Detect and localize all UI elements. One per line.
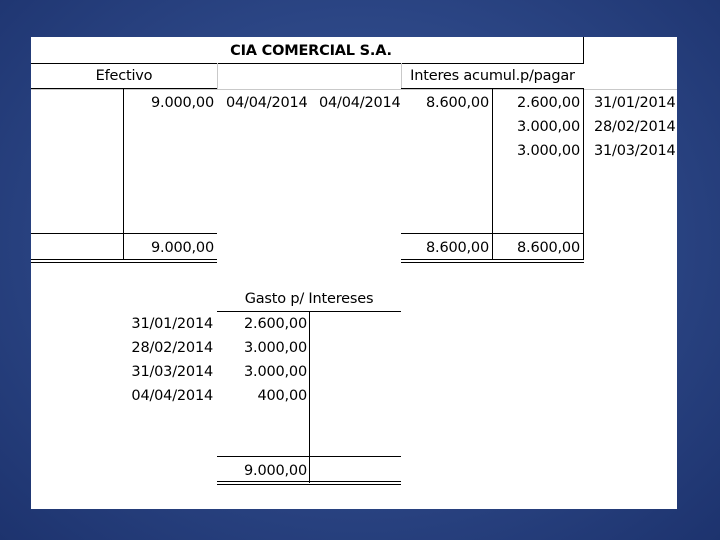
efectivo-header: Efectivo — [95, 68, 153, 84]
gasto-entry-date: 31/03/2014 — [131, 364, 213, 380]
efectivo-double-line-2 — [31, 262, 217, 263]
interes-header: Interes acumul.p/pagar — [410, 68, 575, 84]
gasto-entry-amount: 400,00 — [257, 388, 307, 404]
title-right-border — [583, 37, 584, 63]
interes-credit-date: 31/03/2014 — [594, 143, 676, 159]
gasto-total-line — [217, 456, 401, 457]
gasto-entry-amount: 2.600,00 — [244, 316, 307, 332]
interes-credit-amount: 3.000,00 — [517, 143, 580, 159]
efectivo-header-line — [31, 88, 217, 89]
efectivo-total: 9.000,00 — [151, 240, 214, 256]
gasto-entry-date: 31/01/2014 — [131, 316, 213, 332]
gasto-divider — [309, 311, 310, 483]
interes-right-border — [583, 88, 584, 260]
interes-credit-date: 28/02/2014 — [594, 119, 676, 135]
efectivo-total-line — [31, 233, 217, 234]
gasto-header: Gasto p/ Intereses — [244, 291, 374, 307]
interes-credit-date: 31/01/2014 — [594, 95, 676, 111]
gasto-entry-date: 28/02/2014 — [131, 340, 213, 356]
interes-credit-amount: 2.600,00 — [517, 95, 580, 111]
gasto-entry-amount: 3.000,00 — [244, 340, 307, 356]
efectivo-debit-date: 04/04/2014 — [226, 95, 308, 111]
grid-line — [31, 89, 677, 90]
gasto-double-line-2 — [217, 484, 401, 485]
interes-total-credit: 8.600,00 — [517, 240, 580, 256]
gasto-entry-date: 04/04/2014 — [131, 388, 213, 404]
efectivo-credit-date: 04/04/2014 — [319, 95, 401, 111]
grid-line — [217, 63, 218, 89]
gasto-total: 9.000,00 — [244, 463, 307, 479]
interes-divider — [492, 88, 493, 260]
company-title: CIA COMERCIAL S.A. — [230, 43, 392, 59]
interes-double-line-1 — [401, 259, 584, 260]
efectivo-double-line-1 — [31, 259, 217, 260]
gasto-entry-amount: 3.000,00 — [244, 364, 307, 380]
interes-debit-amount: 8.600,00 — [426, 95, 489, 111]
interes-total-debit: 8.600,00 — [426, 240, 489, 256]
gasto-double-line-1 — [217, 481, 401, 482]
efectivo-debit-amount: 9.000,00 — [151, 95, 214, 111]
interes-credit-amount: 3.000,00 — [517, 119, 580, 135]
efectivo-divider — [123, 88, 124, 260]
interes-total-line — [401, 233, 584, 234]
title-underline — [31, 63, 584, 64]
slide — [31, 37, 677, 509]
interes-double-line-2 — [401, 262, 584, 263]
